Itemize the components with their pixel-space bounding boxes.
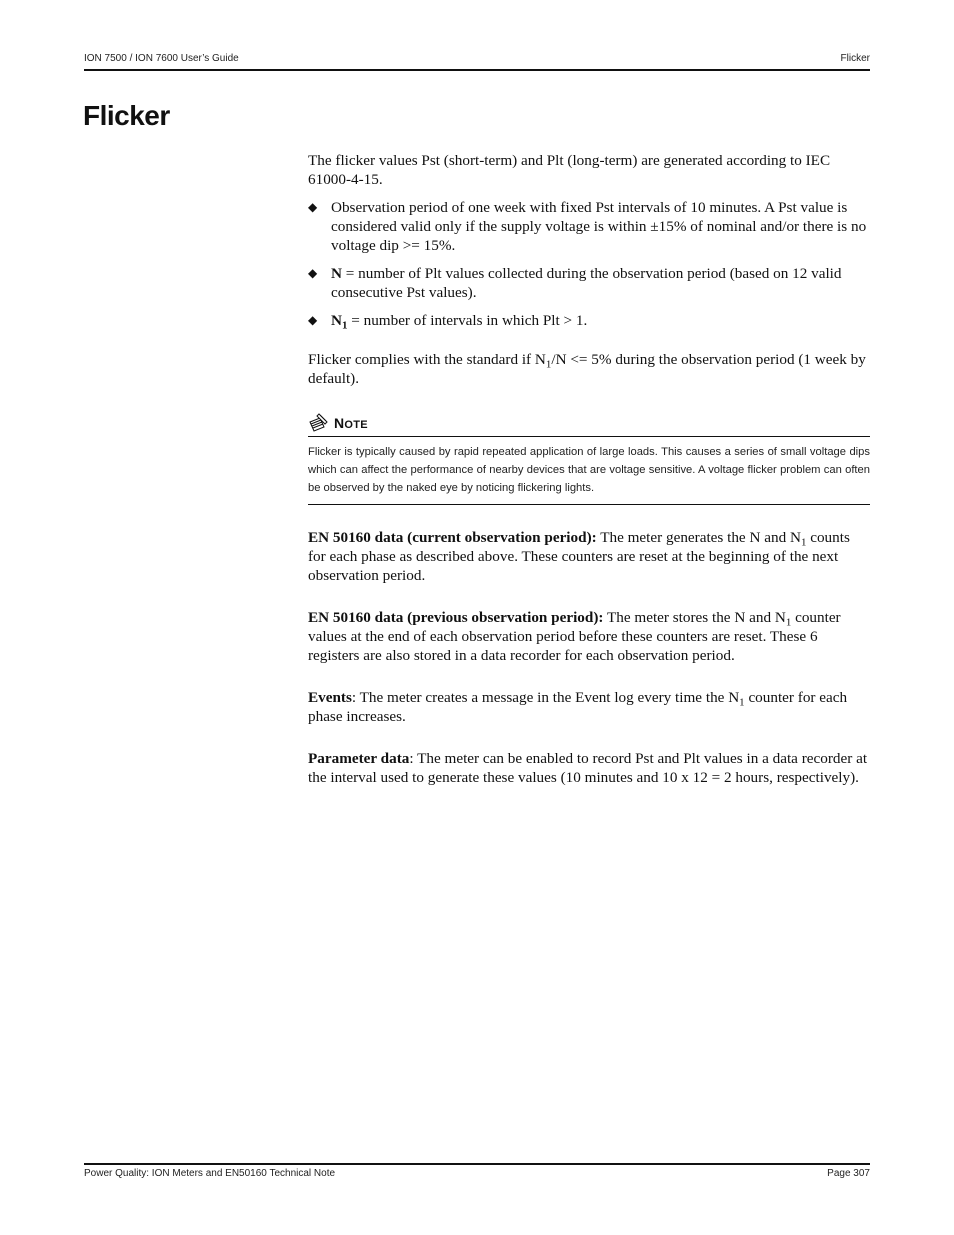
- diamond-bullet-icon: ◆: [308, 266, 318, 280]
- footer-rule: [84, 1163, 870, 1165]
- subscript: 1: [545, 358, 552, 371]
- term: EN 50160 data (current observation period):: [308, 529, 597, 546]
- list-item: [308, 311, 870, 330]
- parameter-data-paragraph: [308, 749, 870, 787]
- bullet-term: N: [331, 265, 342, 282]
- current-period-paragraph: [308, 528, 870, 585]
- note-box: [308, 413, 870, 505]
- previous-period-paragraph: [308, 608, 870, 665]
- subscript: 1: [785, 616, 792, 629]
- running-header-left: ION 7500 / ION 7600 User’s Guide: [84, 53, 239, 64]
- text-run: counts for each phase as described above. These counters are reset at the beginning of the next observation period.: [308, 529, 850, 584]
- text-run: : The meter can be enabled to record Pst and Plt values in a data recorder at the interval used to generate these values (10 minutes and 10 x 12 = 2 hours, respectively).: [308, 750, 868, 786]
- text-run: : The meter creates a message in the Event log every time the N: [351, 689, 740, 706]
- bullet-term-letter: N: [331, 312, 342, 329]
- note-pencil-icon: [308, 413, 330, 433]
- intro-paragraph: The flicker values Pst (short-term) and Plt (long-term) are generated according to IEC 61000-4-15.: [308, 152, 831, 188]
- term: Parameter data: [308, 750, 410, 767]
- header-rule: [84, 69, 870, 71]
- text-run: The meter generates the N and N: [596, 529, 801, 546]
- list-item: [308, 264, 870, 302]
- compliance-paragraph: [308, 350, 870, 388]
- subscript: 1: [739, 696, 745, 709]
- diamond-bullet-icon: ◆: [308, 200, 318, 214]
- body-column: [308, 151, 870, 787]
- page-title: Flicker: [83, 100, 170, 131]
- note-title-rest: OTE: [344, 419, 368, 431]
- subscript: 1: [341, 319, 348, 332]
- note-title: [334, 415, 368, 433]
- running-header-right: Flicker: [840, 53, 870, 64]
- diamond-bullet-icon: ◆: [308, 313, 318, 327]
- text-run: The meter stores the N and N: [603, 609, 786, 626]
- bullet-text: = number of Plt values collected during the observation period (based on 12 valid consecutive Pst values).: [331, 265, 842, 301]
- bullet-text: = number of intervals in which Plt > 1.: [347, 312, 588, 329]
- list-item: [308, 198, 870, 255]
- subscript: 1: [800, 536, 807, 549]
- bullet-list: [308, 198, 870, 330]
- note-title-initial: N: [334, 415, 345, 431]
- bullet-text: Observation period of one week with fixed Pst intervals of 10 minutes. A Pst value is considered valid only if the supply voltage is within ±15% of nominal and/or there is no voltage dip >= 15%.: [331, 199, 867, 254]
- text-run: counter values at the end of each observation period before these counters are reset. These 6 registers are also stored in a data recorder for each observation period.: [308, 609, 841, 664]
- running-footer-left: Power Quality: ION Meters and EN50160 Technical Note: [84, 1168, 336, 1179]
- note-text: Flicker is typically caused by rapid repeated application of large loads. This causes a series of small voltage dips which can affect the performance of nearby devices that are voltage sensitive. A voltage flicker problem can often be observed by the naked eye by noticing flickering lights.: [308, 437, 870, 505]
- text-run: /N <= 5% during the observation period (1 week by default).: [308, 351, 866, 387]
- text-run: counter for each phase increases.: [308, 689, 848, 725]
- note-header: [308, 413, 870, 437]
- events-paragraph: [308, 688, 870, 726]
- term: Events: [308, 689, 352, 706]
- page-number: Page 307: [827, 1168, 870, 1179]
- bullet-term: [331, 312, 348, 332]
- term: EN 50160 data (previous observation period):: [308, 609, 604, 626]
- text-run: Flicker complies with the standard if N: [308, 351, 546, 368]
